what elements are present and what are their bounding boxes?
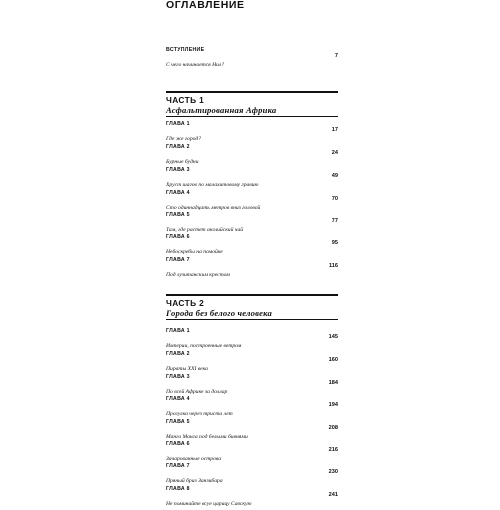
entry-page-number: 230 xyxy=(328,469,338,475)
entry-title: Где же город? xyxy=(166,136,201,142)
toc-entry[interactable] xyxy=(166,328,338,349)
entry-page-number: 216 xyxy=(328,447,338,453)
entry-label: ГЛАВА 7 xyxy=(166,463,190,469)
entry-label: ГЛАВА 3 xyxy=(166,167,190,173)
entry-title: По всей Африке за доллар xyxy=(166,389,228,395)
toc-entry[interactable] xyxy=(166,212,338,233)
entry-title: Пираты XXI века xyxy=(166,366,208,372)
entry-page-number: 7 xyxy=(334,53,338,59)
entry-label: ГЛАВА 2 xyxy=(166,144,190,150)
entry-title: Бурные будни xyxy=(166,159,199,165)
entry-page-number: 17 xyxy=(331,127,338,133)
part-heading-1 xyxy=(166,91,338,117)
toc-entry[interactable] xyxy=(166,374,338,395)
entry-page-number: 160 xyxy=(328,357,338,363)
page-title: ОГЛАВЛЕНИЕ xyxy=(166,0,245,11)
toc-entry[interactable] xyxy=(166,144,338,165)
entry-page-number: 145 xyxy=(328,334,338,340)
entry-page-number: 49 xyxy=(331,173,338,179)
entry-title: Сто одиннадцать метров вниз головой xyxy=(166,205,261,211)
entry-label: ГЛАВА 3 xyxy=(166,374,190,380)
toc-entry[interactable] xyxy=(166,419,338,440)
entry-title: Там, где растет английский чай xyxy=(166,227,244,233)
entry-title: Империи, построенные ветром xyxy=(166,343,242,349)
entry-page-number: 70 xyxy=(331,196,338,202)
entry-label: ВСТУПЛЕНИЕ xyxy=(166,47,205,53)
entry-page-number: 116 xyxy=(328,263,338,269)
entry-label: ГЛАВА 5 xyxy=(166,419,190,425)
toc-entry[interactable] xyxy=(166,167,338,188)
entry-title: Зачарованные острова xyxy=(166,456,222,462)
entry-label: ГЛАВА 4 xyxy=(166,396,190,402)
entry-page-number: 95 xyxy=(331,240,338,246)
toc-entry[interactable] xyxy=(166,234,338,255)
part-underline xyxy=(166,116,338,117)
entry-title: Прогулка через триста лет xyxy=(166,411,233,417)
entry-label: ГЛАВА 5 xyxy=(166,212,190,218)
entry-page-number: 77 xyxy=(331,218,338,224)
entry-title: Не поминайте всуе царицу Савскую xyxy=(166,501,252,507)
toc-entry[interactable] xyxy=(166,190,338,211)
entry-title: Под лузитанским крестом xyxy=(166,272,230,278)
entry-label: ГЛАВА 2 xyxy=(166,351,190,357)
entry-page-number: 208 xyxy=(328,425,338,431)
entry-title: Манго Манга под белыми бивнями xyxy=(166,434,248,440)
part-title: Города без белого человека xyxy=(166,308,272,318)
entry-label: ГЛАВА 1 xyxy=(166,121,190,127)
part-title: Асфальтированная Африка xyxy=(166,105,277,115)
part-label: ЧАСТЬ 2 xyxy=(166,298,205,308)
entry-label: ГЛАВА 6 xyxy=(166,441,190,447)
toc-entry[interactable] xyxy=(166,441,338,462)
entry-label: ГЛАВА 7 xyxy=(166,257,190,263)
entry-title: Небоскребы на помойке xyxy=(166,249,223,255)
toc-entry[interactable] xyxy=(166,486,338,507)
part-rule xyxy=(166,294,338,296)
part-underline xyxy=(166,319,338,320)
part-label: ЧАСТЬ 1 xyxy=(166,95,205,105)
entry-page-number: 194 xyxy=(328,402,338,408)
toc-entry[interactable] xyxy=(166,121,338,142)
entry-label: ГЛАВА 6 xyxy=(166,234,190,240)
entry-title: С чего начинается Нил? xyxy=(166,62,225,68)
entry-label: ГЛАВА 4 xyxy=(166,190,190,196)
part-rule xyxy=(166,91,338,93)
entry-page-number: 241 xyxy=(328,492,338,498)
entry-label: ГЛАВА 1 xyxy=(166,328,190,334)
toc-entry[interactable] xyxy=(166,396,338,417)
entry-page-number: 184 xyxy=(328,380,338,386)
entry-label: ГЛАВА 8 xyxy=(166,486,190,492)
part-heading-2 xyxy=(166,294,338,320)
toc-entry[interactable] xyxy=(166,257,338,278)
toc-entry[interactable] xyxy=(166,463,338,484)
entry-title: Хруст шагов по малахитовому гравию xyxy=(166,182,259,188)
entry-page-number: 24 xyxy=(331,150,338,156)
toc-entry[interactable] xyxy=(166,351,338,372)
toc-entry-intro[interactable] xyxy=(166,47,338,68)
entry-title: Пряный бриз Занзибара xyxy=(166,478,223,484)
